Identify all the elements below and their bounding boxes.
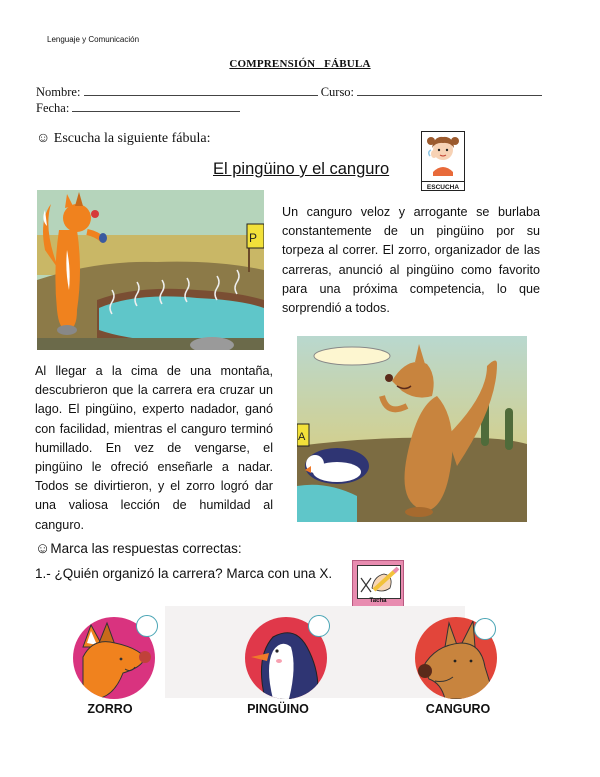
fable-paragraph-1: Un canguro veloz y arrogante se burlaba constantemente de un pingüino por su torpeza al correr. El zorro, organizador de las carreras, anunció al pingüino como favorito para una próxima competencia, lo que sorprendió a todos. [282, 205, 540, 316]
svg-text:P: P [249, 231, 258, 245]
canguro-checkbox[interactable] [474, 618, 496, 640]
listen-pictogram [421, 131, 465, 191]
smiley-icon: ☺ [35, 540, 51, 557]
listen-instruction: ☺ Escucha la siguiente fábula: [36, 131, 211, 146]
listen-pictogram-label: ESCUCHA [422, 181, 464, 193]
option-label-zorro: ZORRO [87, 702, 133, 716]
pencil-hand-icon [358, 566, 400, 598]
kangaroo-penguin-illustration [297, 336, 527, 522]
name-label: Nombre: [36, 85, 81, 99]
date-field[interactable] [72, 99, 240, 112]
cross-out-pictogram: Tacha [352, 560, 404, 608]
fable-paragraph-2: Al llegar a la cima de una montaña, descubrieron que la carrera era cruzar un lago. El pingüino, experto nadador, ganó con facilidad, mientras el canguro terminó humillado. En vez de vengarse, el pingüino le ofreció enseñarle a nadar. Todos se divirtieron, y el zorro logró dar una valiosa lección de humildad al canguro. [35, 364, 273, 532]
option-label-canguro: CANGURO [425, 702, 491, 716]
pinguino-checkbox[interactable] [308, 615, 330, 637]
course-label: Curso: [320, 85, 355, 99]
course-field[interactable] [357, 83, 542, 96]
smiley-icon: ☺ [36, 131, 51, 146]
mark-instruction: ☺Marca las respuestas correctas: [35, 540, 242, 557]
option-label-pinguino: PINGÜINO [247, 702, 309, 716]
fable-title: El pingüino y el canguro [213, 160, 390, 178]
svg-text:A: A [298, 431, 306, 443]
name-field[interactable] [84, 83, 318, 96]
worksheet-title: COMPRENSIÓN FÁBULA [229, 58, 371, 70]
name-course-row [36, 83, 542, 100]
subject-label: Lenguaje y Comunicación [47, 35, 140, 44]
date-row [36, 99, 240, 116]
zorro-checkbox[interactable] [136, 615, 158, 637]
date-label: Fecha: [36, 101, 70, 115]
girl-listening-icon [422, 132, 464, 176]
fox-lake-illustration [37, 190, 264, 350]
question-1: 1.- ¿Quién organizó la carrera? Marca con una X. [35, 566, 333, 581]
